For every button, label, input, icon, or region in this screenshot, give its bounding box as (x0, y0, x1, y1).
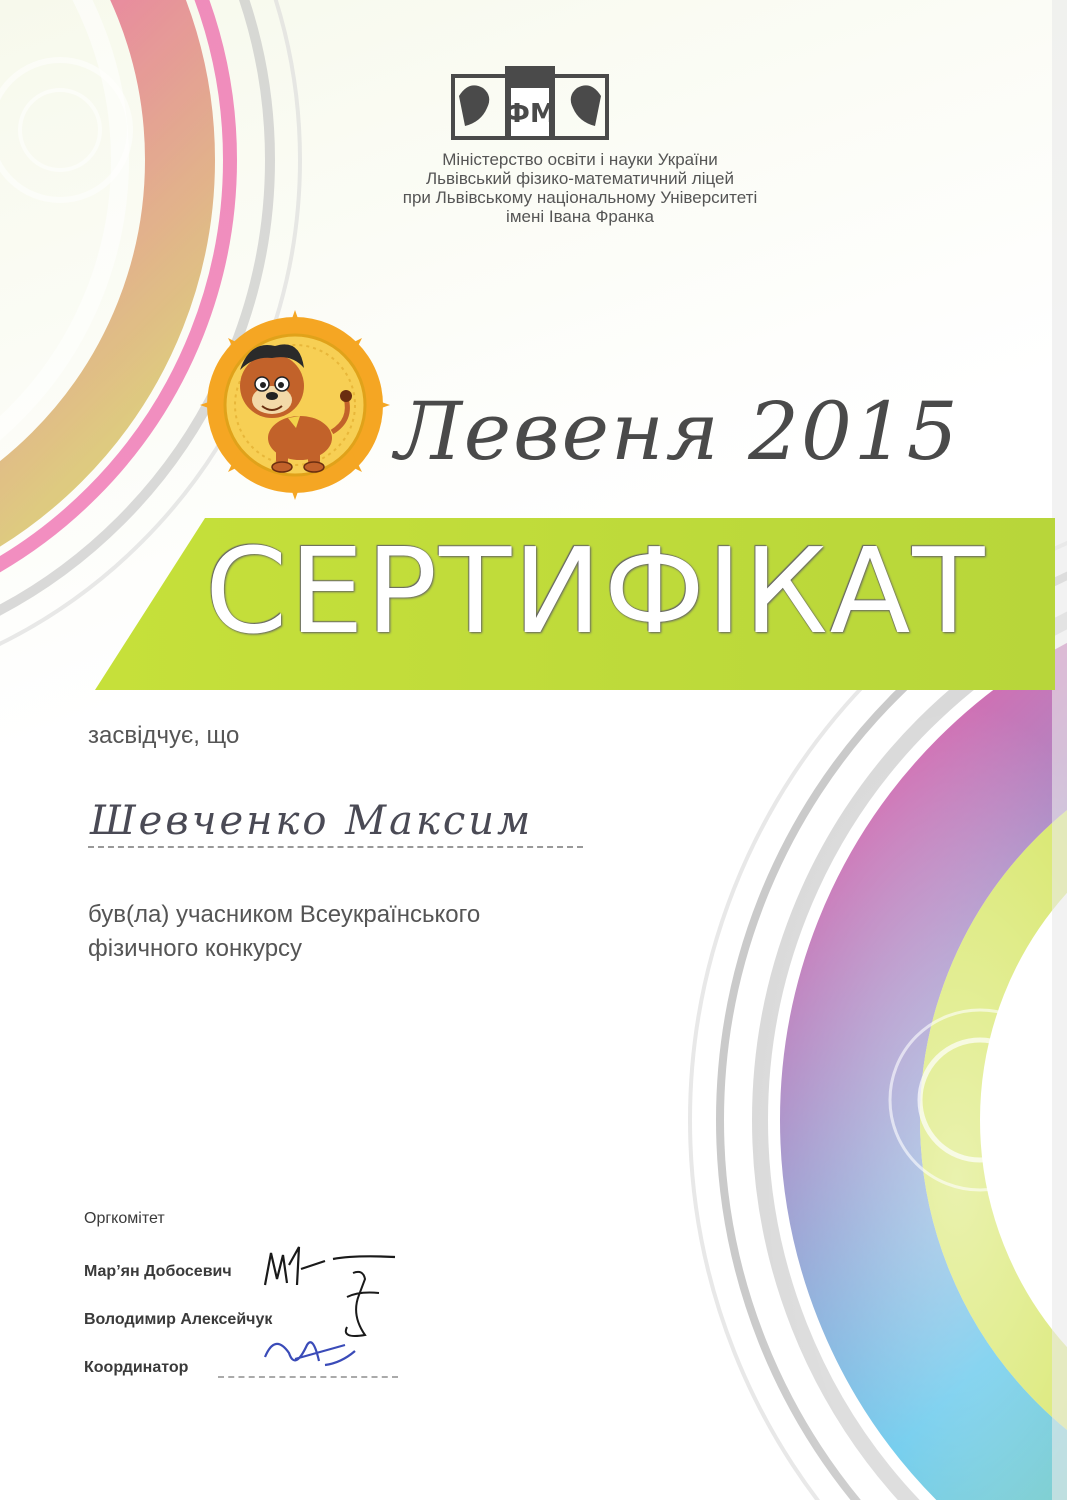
lyceum-emblem (445, 66, 615, 146)
certificate-word: СЕРТИФІКАТ (205, 522, 987, 660)
participant-name: Шевченко Максим (90, 798, 534, 844)
svg-text:ФМ: ФМ (504, 99, 556, 129)
header-line-ministry: Міністерство освіти і науки України (442, 150, 718, 169)
certifies-text: засвідчує, що (88, 722, 240, 749)
coordinator-label: Координатор (84, 1359, 189, 1376)
name-underline (88, 846, 583, 848)
institution-header (300, 150, 860, 226)
participation-line-2: фізичного конкурсу (88, 935, 303, 962)
lion-cub-logo (200, 310, 390, 500)
participation-line-1: був(ла) учасником Всеукраїнського (88, 901, 481, 928)
participation-text (88, 898, 480, 966)
signatory-alekseichuk: Володимир Алексейчук (84, 1311, 273, 1328)
committee-label: Оргкомітет (84, 1210, 165, 1227)
header-line-lyceum: Львівський фізико-математичний ліцей (426, 169, 734, 188)
header-line-university: при Львівському національному Університеті (402, 188, 758, 207)
signatory-dobosevych: Мар’ян Добосевич (84, 1263, 232, 1280)
handwritten-signatures (255, 1235, 415, 1395)
header-line-named-after: імені Івана Франка (506, 207, 654, 226)
competition-title: Левеня 2015 (395, 385, 960, 478)
